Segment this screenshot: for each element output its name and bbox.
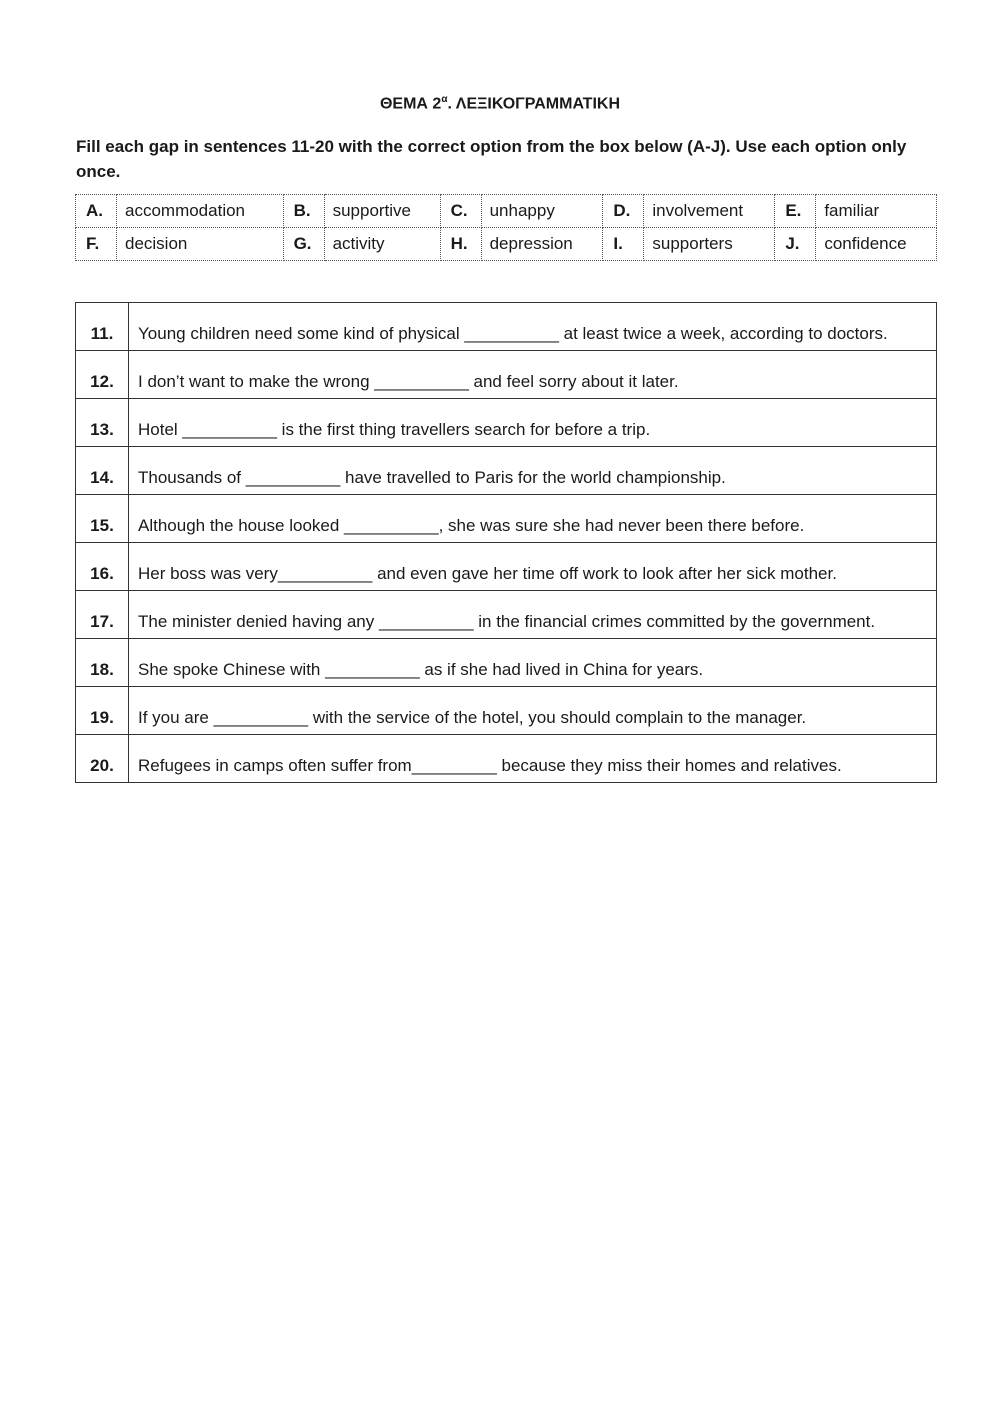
option-letter: H. xyxy=(440,228,481,261)
option-letter: B. xyxy=(283,195,324,228)
question-row xyxy=(76,639,937,687)
question-number: 13. xyxy=(76,399,129,447)
question-number: 12. xyxy=(76,351,129,399)
options-box xyxy=(75,194,937,261)
question-number: 11. xyxy=(76,303,129,351)
option-letter: C. xyxy=(440,195,481,228)
option-word: confidence xyxy=(816,228,937,261)
question-row xyxy=(76,687,937,735)
option-word: supporters xyxy=(644,228,775,261)
question-text: Her boss was very__________ and even gave her time off work to look after her sick mother. xyxy=(129,543,937,591)
question-row xyxy=(76,447,937,495)
option-letter: F. xyxy=(76,228,117,261)
option-letter: A. xyxy=(76,195,117,228)
option-letter: J. xyxy=(775,228,816,261)
option-letter: E. xyxy=(775,195,816,228)
option-word: unhappy xyxy=(481,195,603,228)
option-word: decision xyxy=(117,228,284,261)
question-text: Thousands of __________ have travelled to Paris for the world championship. xyxy=(129,447,937,495)
question-text: Refugees in camps often suffer from_________ because they miss their homes and relatives. xyxy=(129,735,937,783)
option-word: involvement xyxy=(644,195,775,228)
option-word: depression xyxy=(481,228,603,261)
question-text: She spoke Chinese with __________ as if she had lived in China for years. xyxy=(129,639,937,687)
instructions: Fill each gap in sentences 11-20 with the correct option from the box below (A-J). Use each option only once. xyxy=(76,137,907,181)
question-text: Although the house looked __________, she was sure she had never been there before. xyxy=(129,495,937,543)
question-number: 19. xyxy=(76,687,129,735)
title-rest: . ΛΕΞΙΚΟΓΡΑΜΜΑΤΙΚΗ xyxy=(447,95,620,113)
question-row xyxy=(76,351,937,399)
question-number: 16. xyxy=(76,543,129,591)
option-word: supportive xyxy=(324,195,440,228)
options-row xyxy=(76,195,937,228)
question-row xyxy=(76,303,937,351)
question-row xyxy=(76,735,937,783)
question-number: 14. xyxy=(76,447,129,495)
question-number: 20. xyxy=(76,735,129,783)
option-word: activity xyxy=(324,228,440,261)
question-row xyxy=(76,543,937,591)
questions-table xyxy=(75,302,937,783)
question-row xyxy=(76,495,937,543)
question-number: 17. xyxy=(76,591,129,639)
question-text: If you are __________ with the service of the hotel, you should complain to the manager. xyxy=(129,687,937,735)
question-number: 18. xyxy=(76,639,129,687)
options-row xyxy=(76,228,937,261)
question-text: Young children need some kind of physical __________ at least twice a week, according to doctors. xyxy=(129,303,937,351)
option-word: accommodation xyxy=(117,195,284,228)
option-word: familiar xyxy=(816,195,937,228)
question-row xyxy=(76,591,937,639)
title-main: ΘΕΜΑ 2 xyxy=(379,95,442,113)
option-letter: D. xyxy=(603,195,644,228)
question-text: I don’t want to make the wrong __________ and feel sorry about it later. xyxy=(129,351,937,399)
page-title xyxy=(0,94,1000,113)
option-letter: G. xyxy=(283,228,324,261)
question-row xyxy=(76,399,937,447)
question-text: The minister denied having any __________ in the financial crimes committed by the government. xyxy=(129,591,937,639)
question-number: 15. xyxy=(76,495,129,543)
question-text: Hotel __________ is the first thing travellers search for before a trip. xyxy=(129,399,937,447)
option-letter: I. xyxy=(603,228,644,261)
title-superscript: α xyxy=(441,94,448,105)
